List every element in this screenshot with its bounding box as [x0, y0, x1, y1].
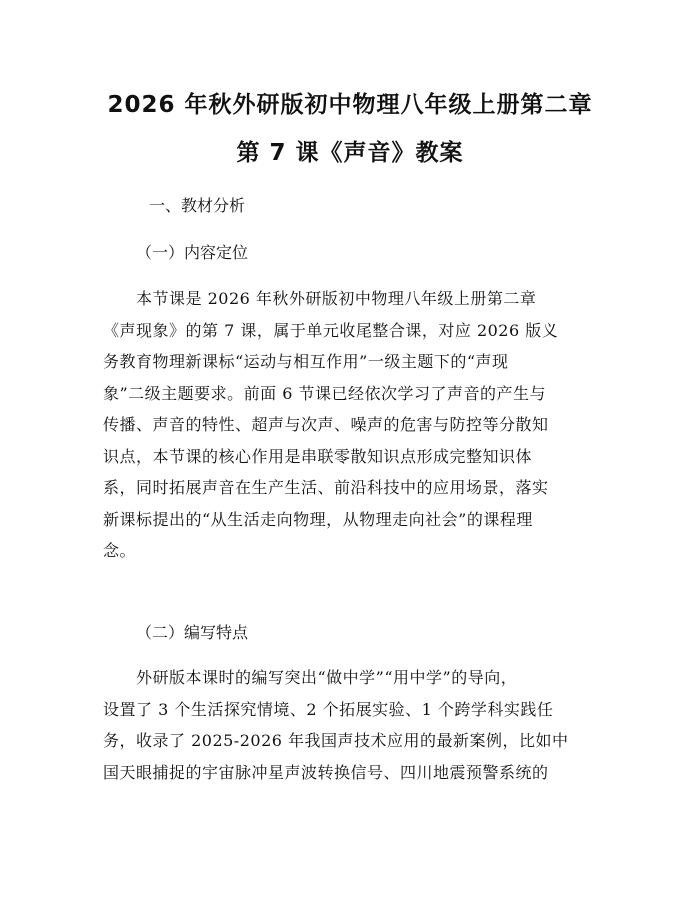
- paragraph-line: 《声现象》的第 7 课，属于单元收尾整合课，对应 2026 版义: [103, 320, 559, 340]
- paragraph-line: 象”二级主题要求。前面 6 节课已经依次学习了声音的产生与: [103, 383, 547, 403]
- document-title-line-2: 第 7 课《声音》教案: [236, 140, 464, 166]
- paragraph-line: 传播、声音的特性、超声与次声、噪声的危害与防控等分散知: [103, 415, 549, 434]
- paragraph-line: 识点，本节课的核心作用是串联零散知识点形成完整知识体: [103, 446, 533, 466]
- paragraph-writing-features: [103, 662, 600, 788]
- paragraph-line: 设置了 3 个生活探究情境、2 个拓展实验、1 个跨学科实践任: [103, 699, 554, 719]
- paragraph-line: 务教育物理新课标“运动与相互作用”一级主题下的“声现: [103, 352, 509, 371]
- paragraph-line: 念。: [103, 541, 137, 560]
- section-heading-textbook-analysis: 一、教材分析: [149, 196, 246, 215]
- paragraph-line: 外研版本课时的编写突出“做中学”“用中学”的导向，: [103, 668, 518, 687]
- paragraph-line: 系，同时拓展声音在生产生活、前沿科技中的应用场景，落实: [103, 478, 549, 497]
- paragraph-content-positioning: [103, 283, 600, 567]
- subsection-heading-content-positioning: （一）内容定位: [136, 243, 249, 262]
- document-title-line-1: 2026 年秋外研版初中物理八年级上册第二章: [107, 92, 593, 118]
- subsection-heading-writing-features: （二）编写特点: [136, 623, 249, 642]
- paragraph-line: 国天眼捕捉的宇宙脉冲星声波转换信号、四川地震预警系统的: [103, 762, 549, 782]
- paragraph-line: 新课标提出的“从生活走向物理，从物理走向社会”的课程理: [103, 509, 533, 529]
- paragraph-line: 本节课是 2026 年秋外研版初中物理八年级上册第二章: [103, 289, 537, 308]
- paragraph-line: 务，收录了 2025-2026 年我国声技术应用的最新案例，比如中: [103, 731, 569, 750]
